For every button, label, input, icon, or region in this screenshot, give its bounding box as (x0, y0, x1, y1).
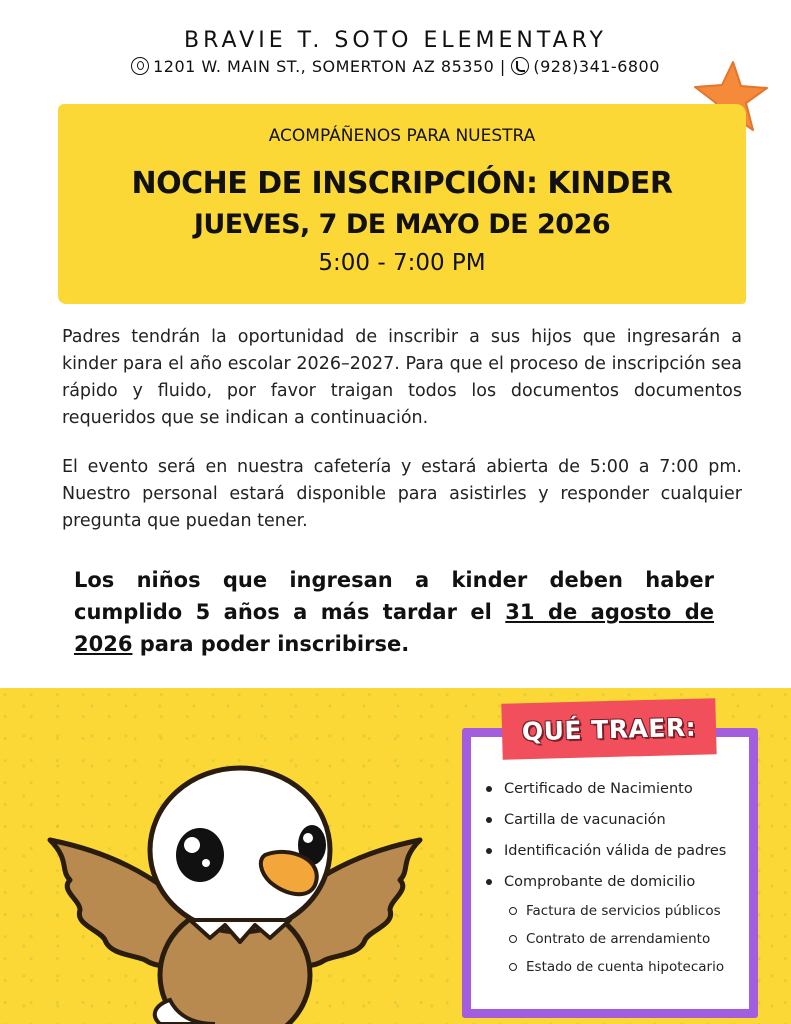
list-item: Comprobante de domicilio (484, 869, 754, 900)
paragraph-1: Padres tendrán la oportunidad de inscribir a sus hijos que ingresarán a kinder para el año escolar 2026–2027. Para que el proceso de inscripción sea rápido y fluido, por favor traigan todos los documentos documentos requeridos que se indican a continuación. (62, 327, 742, 428)
checklist-title-label (501, 698, 716, 760)
school-name: BRAVIE T. SOTO ELEMENTARY (184, 28, 607, 53)
notice-text-before: Los niños que ingresan a kinder deben haber cumplido 5 años a más tardar el (74, 568, 714, 624)
checklist-title: QUÉ TRAER: (521, 712, 697, 746)
list-subitem: Estado de cuenta hipotecario (508, 954, 724, 982)
banner-title: NOCHE DE INSCRIPCIÓN: KINDER (131, 166, 673, 201)
event-banner (58, 104, 746, 304)
age-requirement-notice (74, 564, 714, 660)
banner-date: JUEVES, 7 DE MAYO DE 2026 (193, 209, 611, 240)
contact-line (0, 57, 791, 76)
phone-text: (928)341-6800 (533, 57, 660, 76)
banner-pre-title: ACOMPÁÑENOS PARA NUESTRA (268, 126, 536, 146)
list-subitem: Factura de servicios públicos (508, 898, 724, 926)
list-item: Certificado de Nacimiento (484, 776, 754, 807)
banner-time: 5:00 - 7:00 PM (318, 250, 486, 276)
address-text: 1201 W. MAIN ST., SOMERTON AZ 85350 | (153, 57, 506, 76)
list-item: Identificación válida de padres (484, 838, 754, 869)
phone-icon (511, 57, 529, 75)
list-subitem: Contrato de arrendamiento (508, 926, 724, 954)
paragraph-2: El evento será en nuestra cafetería y estará abierta de 5:00 a 7:00 pm. Nuestro personal estará disponible para asistirles y responder cualquier pregunta que puedan tener. (62, 457, 742, 531)
notice-text-after: para poder inscribirse. (132, 632, 410, 656)
checklist-items (484, 776, 754, 900)
checklist-subitems (508, 898, 724, 982)
eagle-mascot (40, 760, 430, 1024)
notice-date: 31 de agosto de 2026 (74, 600, 715, 656)
list-item: Cartilla de vacunación (484, 807, 754, 838)
location-pin-icon (131, 57, 149, 75)
